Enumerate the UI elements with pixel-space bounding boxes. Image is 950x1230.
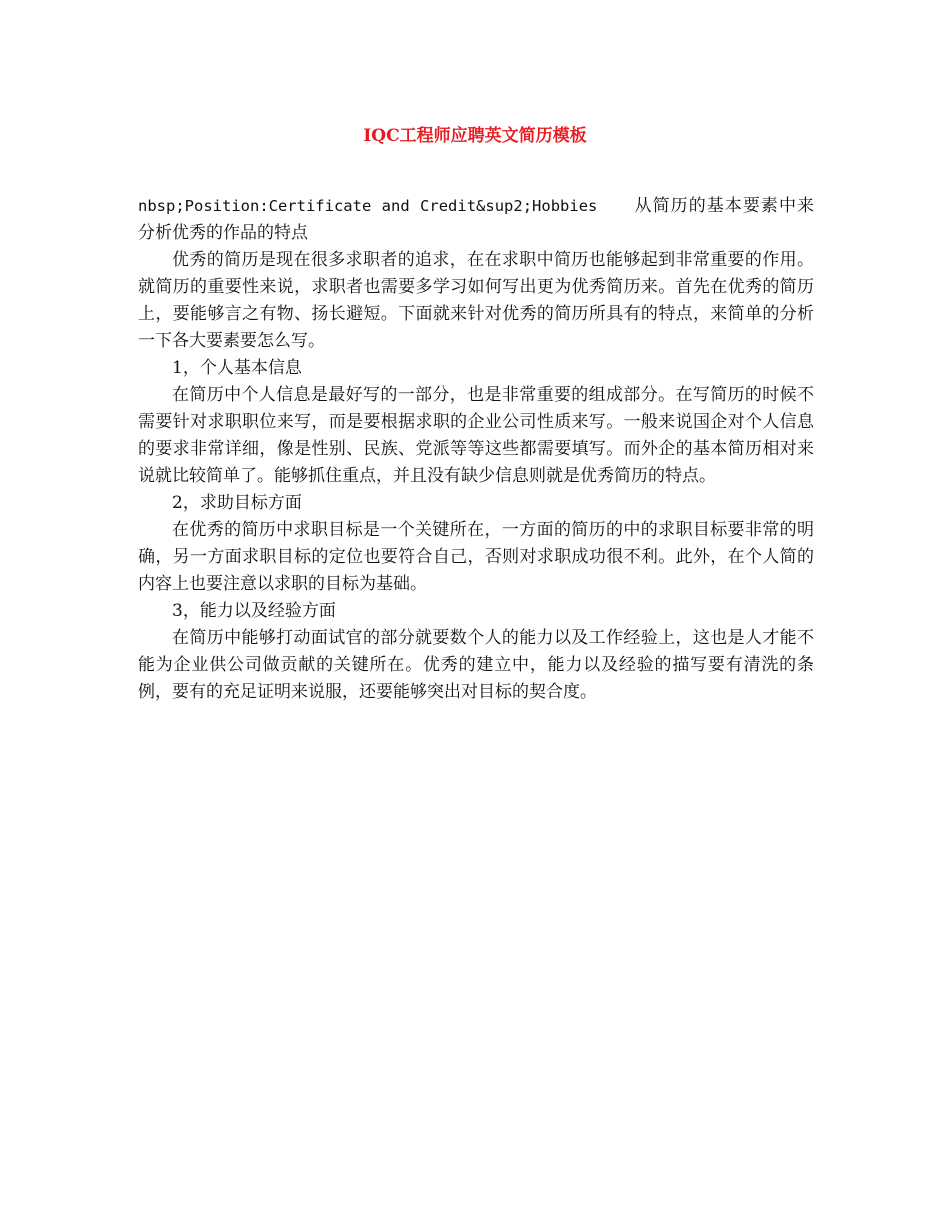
paragraph-job-objective: 在优秀的简历中求职目标是一个关键所在，一方面的简历的中的求职目标要非常的明确，另一方面求职目标的定位也要符合自己，否则对求职成功很不利。此外，在个人简的内容上也要注意以求职的目标为基础。 [138, 520, 814, 594]
paragraph-overview: 优秀的简历是现在很多求职者的追求，在在求职中简历也能够起到非常重要的作用。就简历的重要性来说，求职者也需要多学习如何写出更为优秀简历来。首先在优秀的简历上，要能够言之有物、扬长避短。下面就来针对优秀的简历所具有的特点，来简单的分析一下各大要素要怎么写。 [138, 250, 814, 351]
intro-code-text: nbsp;Position:Certificate and Credit&sup2;Hobbies [138, 197, 598, 215]
paragraph-personal-info: 在简历中个人信息是最好写的一部分，也是非常重要的组成部分。在写简历的时候不需要针对求职职位来写，而是要根据求职的企业公司性质来写。一般来说国企对个人信息的要求非常详细，像是性别、民族、党派等等这些都需要填写。而外企的基本简历相对来说就比较简单了。能够抓住重点，并且没有缺少信息则就是优秀简历的特点。 [138, 385, 814, 486]
intro-text: 从简历的基本要素中来分析优秀的作品的特点 [138, 196, 815, 243]
section-heading-personal-info: 1，个人基本信息 [172, 358, 302, 378]
intro-paragraph [138, 193, 814, 247]
section-heading-ability-experience: 3，能力以及经验方面 [172, 601, 336, 621]
document-body [138, 193, 814, 706]
section-heading-job-objective: 2，求助目标方面 [172, 493, 302, 513]
paragraph-ability-experience: 在简历中能够打动面试官的部分就要数个人的能力以及工作经验上，这也是人才能不能为企业供公司做贡献的关键所在。优秀的建立中，能力以及经验的描写要有清洗的条例，要有的充足证明来说服，还要能够突出对目标的契合度。 [138, 628, 814, 702]
document-title: IQC工程师应聘英文简历模板 [363, 126, 587, 146]
